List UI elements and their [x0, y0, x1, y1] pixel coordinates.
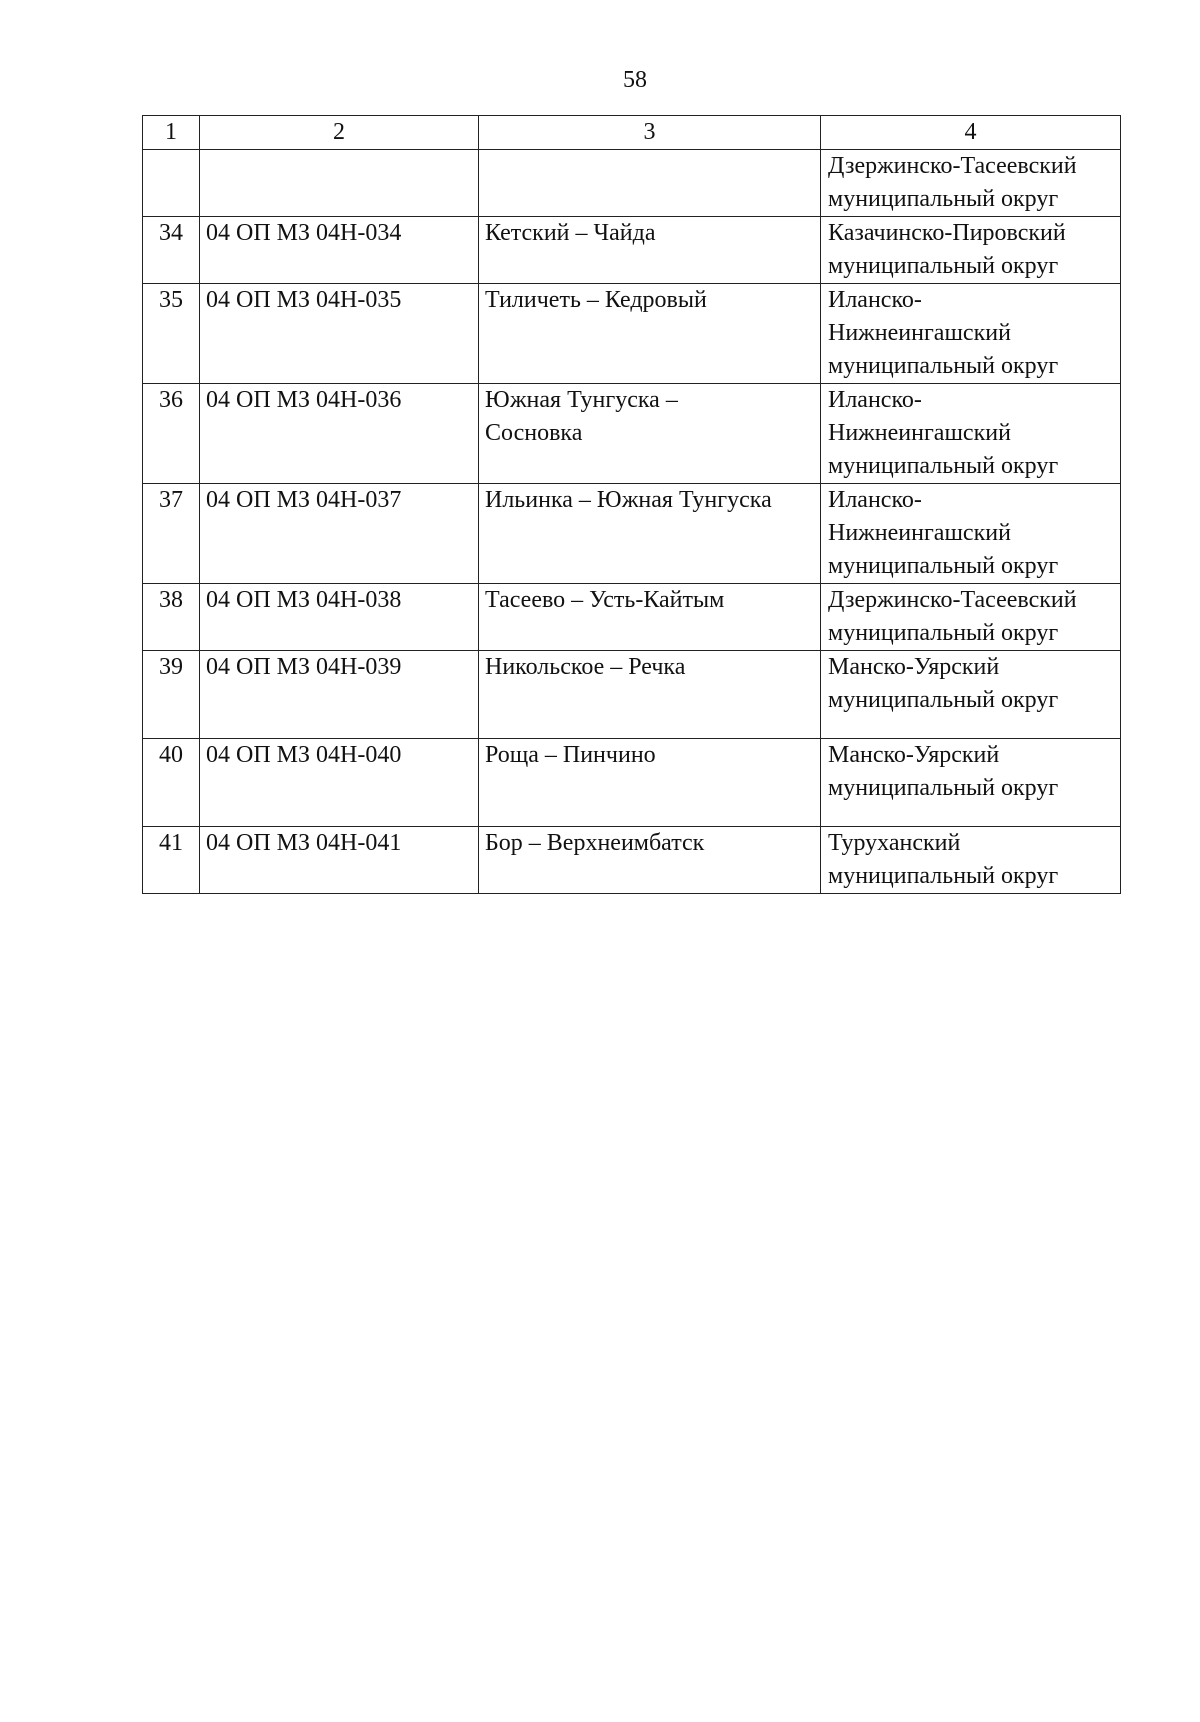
roads-table	[142, 115, 1121, 894]
district-line: муниципальный округ	[828, 687, 1059, 713]
road-name-line: Тасеево – Усть-Кайтым	[485, 587, 725, 613]
road-name	[479, 284, 821, 384]
table-row	[143, 217, 1121, 284]
table-row	[143, 651, 1121, 739]
district-line: Туруханский	[828, 830, 961, 856]
row-number: 39	[143, 651, 200, 739]
district	[821, 584, 1121, 651]
district	[821, 484, 1121, 584]
row-number: 40	[143, 739, 200, 827]
district	[821, 827, 1121, 894]
road-name	[479, 827, 821, 894]
road-code: 04 ОП МЗ 04Н-041	[200, 827, 479, 894]
district-line: Нижнеингашский	[828, 520, 1011, 546]
road-code: 04 ОП МЗ 04Н-036	[200, 384, 479, 484]
table-row	[143, 827, 1121, 894]
road-name-line: Роща – Пинчино	[485, 742, 656, 768]
district-line: муниципальный округ	[828, 186, 1059, 212]
district-line: Манско-Уярский	[828, 742, 1000, 768]
road-name-line: Никольское – Речка	[485, 654, 686, 680]
row-number: 38	[143, 584, 200, 651]
road-name-line: Тиличеть – Кедровый	[485, 287, 707, 313]
district-line: муниципальный округ	[828, 553, 1059, 579]
district-line: муниципальный округ	[828, 775, 1059, 801]
road-code	[200, 150, 479, 217]
road-name-line: Сосновка	[485, 420, 583, 446]
district-line: муниципальный округ	[828, 620, 1059, 646]
table-row	[143, 739, 1121, 827]
district-line: Нижнеингашский	[828, 420, 1011, 446]
district-line: муниципальный округ	[828, 453, 1059, 479]
road-name-line: Южная Тунгуска –	[485, 387, 678, 413]
page-number: 58	[623, 67, 647, 93]
district-line: Иланско-	[828, 387, 922, 413]
road-code: 04 ОП МЗ 04Н-034	[200, 217, 479, 284]
row-number: 36	[143, 384, 200, 484]
table-row	[143, 484, 1121, 584]
header-col-4: 4	[821, 116, 1121, 150]
row-number: 37	[143, 484, 200, 584]
header-col-3: 3	[479, 116, 821, 150]
road-name	[479, 217, 821, 284]
row-number: 34	[143, 217, 200, 284]
row-number: 35	[143, 284, 200, 384]
district	[821, 217, 1121, 284]
header-col-1: 1	[143, 116, 200, 150]
district-line: Казачинско-Пировский	[828, 220, 1066, 246]
road-code: 04 ОП МЗ 04Н-040	[200, 739, 479, 827]
district	[821, 284, 1121, 384]
district-line: Нижнеингашский	[828, 320, 1011, 346]
road-name-line: Ильинка – Южная Тунгуска	[485, 487, 772, 513]
district-line: Дзержинско-Тасеевский	[828, 587, 1077, 613]
road-name	[479, 484, 821, 584]
road-name-line: Кетский – Чайда	[485, 220, 656, 246]
row-number	[143, 150, 200, 217]
road-code: 04 ОП МЗ 04Н-037	[200, 484, 479, 584]
district-line: Иланско-	[828, 487, 922, 513]
district-line: муниципальный округ	[828, 863, 1059, 889]
road-name	[479, 150, 821, 217]
road-name	[479, 584, 821, 651]
road-name	[479, 384, 821, 484]
table-row	[143, 284, 1121, 384]
district-line: Дзержинско-Тасеевский	[828, 153, 1077, 179]
district-line: Манско-Уярский	[828, 654, 1000, 680]
table-header-row	[143, 116, 1121, 150]
table-row	[143, 584, 1121, 651]
district-line: муниципальный округ	[828, 353, 1059, 379]
district	[821, 739, 1121, 827]
district-line: Иланско-	[828, 287, 922, 313]
district	[821, 150, 1121, 217]
header-col-2: 2	[200, 116, 479, 150]
district	[821, 651, 1121, 739]
road-name	[479, 651, 821, 739]
row-number: 41	[143, 827, 200, 894]
table-row	[143, 384, 1121, 484]
road-name	[479, 739, 821, 827]
district	[821, 384, 1121, 484]
table-row	[143, 150, 1121, 217]
district-line: муниципальный округ	[828, 253, 1059, 279]
road-code: 04 ОП МЗ 04Н-039	[200, 651, 479, 739]
road-code: 04 ОП МЗ 04Н-035	[200, 284, 479, 384]
road-name-line: Бор – Верхнеимбатск	[485, 830, 705, 856]
road-code: 04 ОП МЗ 04Н-038	[200, 584, 479, 651]
